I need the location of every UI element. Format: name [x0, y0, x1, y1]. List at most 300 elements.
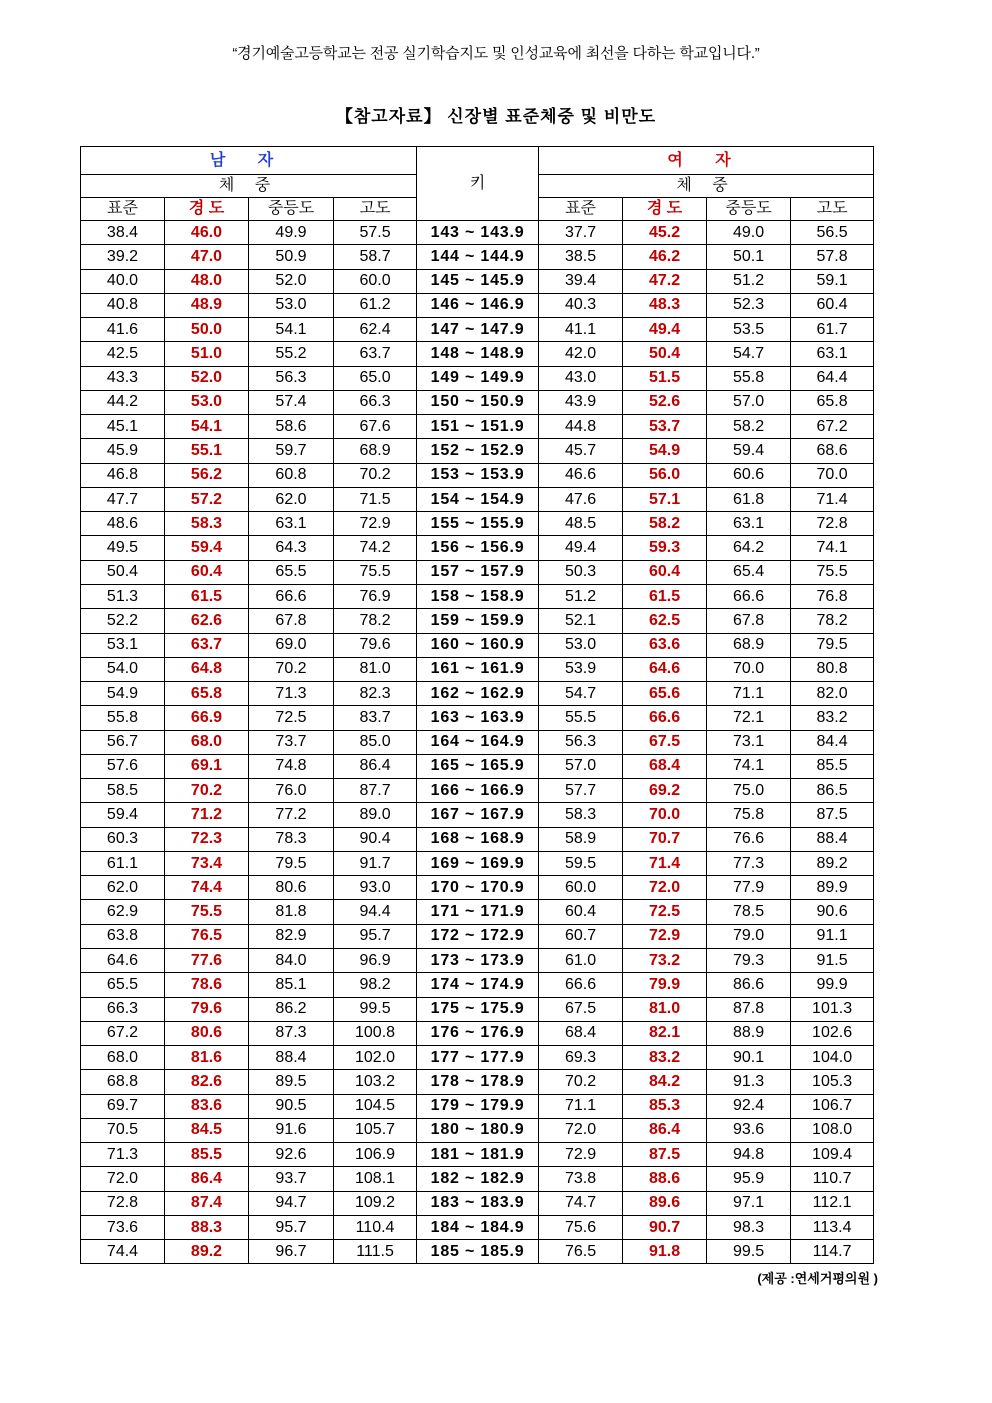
male-severe-weight: 94.4	[334, 900, 417, 924]
male-mild-weight: 48.0	[165, 269, 249, 293]
male-severe-weight: 57.5	[334, 221, 417, 245]
female-col-mild: 경 도	[623, 198, 707, 221]
male-moderate-weight: 71.3	[249, 682, 334, 706]
female-severe-weight: 57.8	[791, 245, 874, 269]
male-standard-weight: 40.0	[81, 269, 165, 293]
male-mild-weight: 52.0	[165, 366, 249, 390]
table-row	[81, 1215, 874, 1239]
female-moderate-weight: 66.6	[707, 584, 791, 608]
male-standard-weight: 70.5	[81, 1118, 165, 1142]
female-standard-weight: 41.1	[539, 318, 623, 342]
female-mild-weight: 72.0	[623, 876, 707, 900]
male-severe-weight: 110.4	[334, 1215, 417, 1239]
female-col-severe: 고도	[791, 198, 874, 221]
height-range: 145 ~ 145.9	[417, 269, 539, 293]
female-severe-weight: 113.4	[791, 1215, 874, 1239]
height-range: 181 ~ 181.9	[417, 1143, 539, 1167]
table-row	[81, 245, 874, 269]
male-severe-weight: 108.1	[334, 1167, 417, 1191]
female-moderate-weight: 76.6	[707, 827, 791, 851]
male-standard-weight: 62.0	[81, 876, 165, 900]
height-range: 170 ~ 170.9	[417, 876, 539, 900]
female-moderate-weight: 71.1	[707, 682, 791, 706]
female-mild-weight: 45.2	[623, 221, 707, 245]
female-moderate-weight: 91.3	[707, 1070, 791, 1094]
female-standard-weight: 57.7	[539, 779, 623, 803]
table-row	[81, 221, 874, 245]
female-standard-weight: 39.4	[539, 269, 623, 293]
male-mild-weight: 53.0	[165, 390, 249, 414]
female-mild-weight: 58.2	[623, 512, 707, 536]
female-moderate-weight: 98.3	[707, 1215, 791, 1239]
male-moderate-weight: 74.8	[249, 754, 334, 778]
male-mild-weight: 59.4	[165, 536, 249, 560]
male-standard-weight: 46.8	[81, 463, 165, 487]
table-row	[81, 682, 874, 706]
male-weight-header: 체 중	[81, 175, 417, 198]
female-severe-weight: 85.5	[791, 754, 874, 778]
female-moderate-weight: 94.8	[707, 1143, 791, 1167]
female-moderate-weight: 49.0	[707, 221, 791, 245]
female-standard-weight: 59.5	[539, 851, 623, 875]
height-range: 172 ~ 172.9	[417, 924, 539, 948]
female-header: 여 자	[539, 147, 874, 175]
male-severe-weight: 87.7	[334, 779, 417, 803]
height-range: 155 ~ 155.9	[417, 512, 539, 536]
male-standard-weight: 45.9	[81, 439, 165, 463]
female-mild-weight: 52.6	[623, 390, 707, 414]
female-moderate-weight: 86.6	[707, 973, 791, 997]
female-mild-weight: 54.9	[623, 439, 707, 463]
female-standard-weight: 68.4	[539, 1021, 623, 1045]
female-severe-weight: 101.3	[791, 997, 874, 1021]
height-range: 180 ~ 180.9	[417, 1118, 539, 1142]
male-severe-weight: 71.5	[334, 487, 417, 511]
male-moderate-weight: 79.5	[249, 851, 334, 875]
table-row	[81, 1167, 874, 1191]
male-mild-weight: 76.5	[165, 924, 249, 948]
male-standard-weight: 38.4	[81, 221, 165, 245]
female-standard-weight: 71.1	[539, 1094, 623, 1118]
female-severe-weight: 64.4	[791, 366, 874, 390]
male-severe-weight: 91.7	[334, 851, 417, 875]
female-moderate-weight: 50.1	[707, 245, 791, 269]
female-mild-weight: 62.5	[623, 609, 707, 633]
female-mild-weight: 48.3	[623, 293, 707, 317]
height-range: 157 ~ 157.9	[417, 560, 539, 584]
female-moderate-weight: 93.6	[707, 1118, 791, 1142]
female-severe-weight: 71.4	[791, 487, 874, 511]
table-row	[81, 512, 874, 536]
height-range: 163 ~ 163.9	[417, 706, 539, 730]
height-range: 149 ~ 149.9	[417, 366, 539, 390]
table-row	[81, 390, 874, 414]
table-row	[81, 609, 874, 633]
male-moderate-weight: 95.7	[249, 1215, 334, 1239]
female-mild-weight: 63.6	[623, 633, 707, 657]
male-standard-weight: 72.0	[81, 1167, 165, 1191]
male-mild-weight: 51.0	[165, 342, 249, 366]
female-mild-weight: 56.0	[623, 463, 707, 487]
male-severe-weight: 62.4	[334, 318, 417, 342]
male-standard-weight: 51.3	[81, 584, 165, 608]
female-severe-weight: 63.1	[791, 342, 874, 366]
male-col-standard: 표준	[81, 198, 165, 221]
female-mild-weight: 82.1	[623, 1021, 707, 1045]
height-range: 144 ~ 144.9	[417, 245, 539, 269]
height-range: 177 ~ 177.9	[417, 1046, 539, 1070]
male-moderate-weight: 91.6	[249, 1118, 334, 1142]
female-moderate-weight: 57.0	[707, 390, 791, 414]
male-severe-weight: 58.7	[334, 245, 417, 269]
female-severe-weight: 106.7	[791, 1094, 874, 1118]
male-moderate-weight: 85.1	[249, 973, 334, 997]
height-range: 152 ~ 152.9	[417, 439, 539, 463]
female-moderate-weight: 65.4	[707, 560, 791, 584]
height-range: 176 ~ 176.9	[417, 1021, 539, 1045]
female-standard-weight: 44.8	[539, 415, 623, 439]
female-standard-weight: 40.3	[539, 293, 623, 317]
male-mild-weight: 69.1	[165, 754, 249, 778]
height-range: 173 ~ 173.9	[417, 948, 539, 972]
male-mild-weight: 57.2	[165, 487, 249, 511]
male-mild-weight: 55.1	[165, 439, 249, 463]
table-body	[81, 221, 874, 1264]
female-mild-weight: 49.4	[623, 318, 707, 342]
male-severe-weight: 61.2	[334, 293, 417, 317]
male-mild-weight: 83.6	[165, 1094, 249, 1118]
female-severe-weight: 72.8	[791, 512, 874, 536]
source-credit: (제공 :연세거평의원 )	[757, 1271, 878, 1286]
female-moderate-weight: 64.2	[707, 536, 791, 560]
female-standard-weight: 73.8	[539, 1167, 623, 1191]
height-range: 158 ~ 158.9	[417, 584, 539, 608]
male-standard-weight: 42.5	[81, 342, 165, 366]
male-standard-weight: 69.7	[81, 1094, 165, 1118]
female-col-moderate: 중등도	[707, 198, 791, 221]
female-standard-weight: 74.7	[539, 1191, 623, 1215]
table-row	[81, 924, 874, 948]
male-moderate-weight: 89.5	[249, 1070, 334, 1094]
female-standard-weight: 45.7	[539, 439, 623, 463]
male-col-severe: 고도	[334, 198, 417, 221]
table-row	[81, 560, 874, 584]
male-moderate-weight: 80.6	[249, 876, 334, 900]
male-standard-weight: 68.8	[81, 1070, 165, 1094]
female-mild-weight: 50.4	[623, 342, 707, 366]
female-severe-weight: 75.5	[791, 560, 874, 584]
male-mild-weight: 79.6	[165, 997, 249, 1021]
height-range: 182 ~ 182.9	[417, 1167, 539, 1191]
female-severe-weight: 110.7	[791, 1167, 874, 1191]
female-col-standard: 표준	[539, 198, 623, 221]
table-row	[81, 900, 874, 924]
male-standard-weight: 57.6	[81, 754, 165, 778]
male-mild-weight: 71.2	[165, 803, 249, 827]
table-row	[81, 997, 874, 1021]
female-severe-weight: 74.1	[791, 536, 874, 560]
male-standard-weight: 58.5	[81, 779, 165, 803]
male-severe-weight: 83.7	[334, 706, 417, 730]
male-moderate-weight: 66.6	[249, 584, 334, 608]
female-standard-weight: 72.0	[539, 1118, 623, 1142]
female-severe-weight: 109.4	[791, 1143, 874, 1167]
male-moderate-weight: 76.0	[249, 779, 334, 803]
table-row	[81, 754, 874, 778]
height-range: 166 ~ 166.9	[417, 779, 539, 803]
male-standard-weight: 73.6	[81, 1215, 165, 1239]
male-moderate-weight: 87.3	[249, 1021, 334, 1045]
female-severe-weight: 56.5	[791, 221, 874, 245]
female-severe-weight: 89.2	[791, 851, 874, 875]
female-moderate-weight: 68.9	[707, 633, 791, 657]
female-moderate-weight: 60.6	[707, 463, 791, 487]
female-mild-weight: 69.2	[623, 779, 707, 803]
male-moderate-weight: 96.7	[249, 1240, 334, 1264]
male-mild-weight: 46.0	[165, 221, 249, 245]
female-mild-weight: 79.9	[623, 973, 707, 997]
female-moderate-weight: 75.0	[707, 779, 791, 803]
female-mild-weight: 88.6	[623, 1167, 707, 1191]
female-standard-weight: 42.0	[539, 342, 623, 366]
male-standard-weight: 56.7	[81, 730, 165, 754]
male-severe-weight: 102.0	[334, 1046, 417, 1070]
female-standard-weight: 75.6	[539, 1215, 623, 1239]
male-moderate-weight: 58.6	[249, 415, 334, 439]
female-mild-weight: 53.7	[623, 415, 707, 439]
male-mild-weight: 78.6	[165, 973, 249, 997]
male-standard-weight: 62.9	[81, 900, 165, 924]
male-standard-weight: 50.4	[81, 560, 165, 584]
male-standard-weight: 41.6	[81, 318, 165, 342]
male-header: 남 자	[81, 147, 417, 175]
female-mild-weight: 86.4	[623, 1118, 707, 1142]
male-moderate-weight: 90.5	[249, 1094, 334, 1118]
male-standard-weight: 63.8	[81, 924, 165, 948]
female-standard-weight: 67.5	[539, 997, 623, 1021]
height-range: 171 ~ 171.9	[417, 900, 539, 924]
male-standard-weight: 53.1	[81, 633, 165, 657]
female-severe-weight: 105.3	[791, 1070, 874, 1094]
female-standard-weight: 60.7	[539, 924, 623, 948]
table-row	[81, 1118, 874, 1142]
male-col-moderate: 중등도	[249, 198, 334, 221]
female-moderate-weight: 88.9	[707, 1021, 791, 1045]
female-severe-weight: 82.0	[791, 682, 874, 706]
female-moderate-weight: 58.2	[707, 415, 791, 439]
female-mild-weight: 51.5	[623, 366, 707, 390]
female-severe-weight: 91.5	[791, 948, 874, 972]
male-severe-weight: 103.2	[334, 1070, 417, 1094]
male-standard-weight: 64.6	[81, 948, 165, 972]
male-moderate-weight: 94.7	[249, 1191, 334, 1215]
male-moderate-weight: 64.3	[249, 536, 334, 560]
female-severe-weight: 68.6	[791, 439, 874, 463]
female-mild-weight: 46.2	[623, 245, 707, 269]
female-moderate-weight: 63.1	[707, 512, 791, 536]
height-range: 174 ~ 174.9	[417, 973, 539, 997]
female-mild-weight: 84.2	[623, 1070, 707, 1094]
height-range: 154 ~ 154.9	[417, 487, 539, 511]
female-moderate-weight: 77.3	[707, 851, 791, 875]
male-standard-weight: 48.6	[81, 512, 165, 536]
male-standard-weight: 72.8	[81, 1191, 165, 1215]
male-moderate-weight: 59.7	[249, 439, 334, 463]
female-standard-weight: 58.3	[539, 803, 623, 827]
male-mild-weight: 74.4	[165, 876, 249, 900]
female-standard-weight: 43.0	[539, 366, 623, 390]
table-row	[81, 415, 874, 439]
male-severe-weight: 63.7	[334, 342, 417, 366]
female-severe-weight: 80.8	[791, 657, 874, 681]
female-mild-weight: 47.2	[623, 269, 707, 293]
male-mild-weight: 63.7	[165, 633, 249, 657]
female-mild-weight: 90.7	[623, 1215, 707, 1239]
male-severe-weight: 81.0	[334, 657, 417, 681]
female-severe-weight: 112.1	[791, 1191, 874, 1215]
male-moderate-weight: 88.4	[249, 1046, 334, 1070]
male-moderate-weight: 57.4	[249, 390, 334, 414]
table-row	[81, 1240, 874, 1264]
male-severe-weight: 79.6	[334, 633, 417, 657]
table-row	[81, 633, 874, 657]
female-standard-weight: 54.7	[539, 682, 623, 706]
table-row	[81, 584, 874, 608]
male-moderate-weight: 56.3	[249, 366, 334, 390]
female-mild-weight: 66.6	[623, 706, 707, 730]
height-range: 153 ~ 153.9	[417, 463, 539, 487]
female-moderate-weight: 61.8	[707, 487, 791, 511]
female-mild-weight: 72.5	[623, 900, 707, 924]
male-mild-weight: 61.5	[165, 584, 249, 608]
male-mild-weight: 60.4	[165, 560, 249, 584]
female-severe-weight: 88.4	[791, 827, 874, 851]
male-moderate-weight: 65.5	[249, 560, 334, 584]
table-row	[81, 487, 874, 511]
male-mild-weight: 50.0	[165, 318, 249, 342]
male-severe-weight: 99.5	[334, 997, 417, 1021]
table-row	[81, 439, 874, 463]
table-row	[81, 730, 874, 754]
male-severe-weight: 70.2	[334, 463, 417, 487]
male-standard-weight: 40.8	[81, 293, 165, 317]
male-moderate-weight: 67.8	[249, 609, 334, 633]
male-severe-weight: 98.2	[334, 973, 417, 997]
female-standard-weight: 55.5	[539, 706, 623, 730]
school-motto: “경기예술고등학교는 전공 실기학습지도 및 인성교육에 최선을 다하는 학교입니다.”	[232, 45, 760, 62]
female-mild-weight: 59.3	[623, 536, 707, 560]
male-standard-weight: 43.3	[81, 366, 165, 390]
male-mild-weight: 47.0	[165, 245, 249, 269]
male-mild-weight: 84.5	[165, 1118, 249, 1142]
male-mild-weight: 81.6	[165, 1046, 249, 1070]
female-standard-weight: 57.0	[539, 754, 623, 778]
female-mild-weight: 72.9	[623, 924, 707, 948]
height-range: 169 ~ 169.9	[417, 851, 539, 875]
female-moderate-weight: 99.5	[707, 1240, 791, 1264]
female-standard-weight: 56.3	[539, 730, 623, 754]
female-standard-weight: 37.7	[539, 221, 623, 245]
male-moderate-weight: 72.5	[249, 706, 334, 730]
male-moderate-weight: 60.8	[249, 463, 334, 487]
female-moderate-weight: 75.8	[707, 803, 791, 827]
table-row	[81, 876, 874, 900]
female-standard-weight: 58.9	[539, 827, 623, 851]
female-moderate-weight: 53.5	[707, 318, 791, 342]
male-moderate-weight: 92.6	[249, 1143, 334, 1167]
female-mild-weight: 73.2	[623, 948, 707, 972]
table-row	[81, 1021, 874, 1045]
female-standard-weight: 69.3	[539, 1046, 623, 1070]
male-standard-weight: 74.4	[81, 1240, 165, 1264]
table-row	[81, 342, 874, 366]
female-standard-weight: 50.3	[539, 560, 623, 584]
male-moderate-weight: 78.3	[249, 827, 334, 851]
table-row	[81, 269, 874, 293]
female-mild-weight: 71.4	[623, 851, 707, 875]
female-severe-weight: 70.0	[791, 463, 874, 487]
male-mild-weight: 72.3	[165, 827, 249, 851]
height-range: 178 ~ 178.9	[417, 1070, 539, 1094]
male-mild-weight: 66.9	[165, 706, 249, 730]
height-range: 150 ~ 150.9	[417, 390, 539, 414]
female-moderate-weight: 92.4	[707, 1094, 791, 1118]
table-row	[81, 1046, 874, 1070]
male-standard-weight: 44.2	[81, 390, 165, 414]
female-standard-weight: 60.0	[539, 876, 623, 900]
male-mild-weight: 70.2	[165, 779, 249, 803]
table-row	[81, 1070, 874, 1094]
female-severe-weight: 79.5	[791, 633, 874, 657]
female-standard-weight: 53.0	[539, 633, 623, 657]
male-standard-weight: 39.2	[81, 245, 165, 269]
female-severe-weight: 99.9	[791, 973, 874, 997]
female-standard-weight: 47.6	[539, 487, 623, 511]
female-standard-weight: 66.6	[539, 973, 623, 997]
male-mild-weight: 82.6	[165, 1070, 249, 1094]
female-mild-weight: 83.2	[623, 1046, 707, 1070]
male-moderate-weight: 49.9	[249, 221, 334, 245]
male-severe-weight: 89.0	[334, 803, 417, 827]
male-standard-weight: 65.5	[81, 973, 165, 997]
female-severe-weight: 76.8	[791, 584, 874, 608]
female-mild-weight: 85.3	[623, 1094, 707, 1118]
female-severe-weight: 102.6	[791, 1021, 874, 1045]
male-mild-weight: 89.2	[165, 1240, 249, 1264]
male-severe-weight: 78.2	[334, 609, 417, 633]
female-severe-weight: 108.0	[791, 1118, 874, 1142]
height-range: 156 ~ 156.9	[417, 536, 539, 560]
table-row	[81, 779, 874, 803]
female-severe-weight: 67.2	[791, 415, 874, 439]
female-mild-weight: 61.5	[623, 584, 707, 608]
male-severe-weight: 67.6	[334, 415, 417, 439]
male-standard-weight: 54.9	[81, 682, 165, 706]
male-standard-weight: 54.0	[81, 657, 165, 681]
female-moderate-weight: 67.8	[707, 609, 791, 633]
female-standard-weight: 53.9	[539, 657, 623, 681]
height-range: 167 ~ 167.9	[417, 803, 539, 827]
height-range: 148 ~ 148.9	[417, 342, 539, 366]
male-moderate-weight: 81.8	[249, 900, 334, 924]
male-mild-weight: 75.5	[165, 900, 249, 924]
male-severe-weight: 75.5	[334, 560, 417, 584]
male-severe-weight: 74.2	[334, 536, 417, 560]
page-title: 【참고자료】 신장별 표준체중 및 비만도	[335, 107, 657, 126]
male-moderate-weight: 63.1	[249, 512, 334, 536]
table-row	[81, 463, 874, 487]
female-moderate-weight: 78.5	[707, 900, 791, 924]
